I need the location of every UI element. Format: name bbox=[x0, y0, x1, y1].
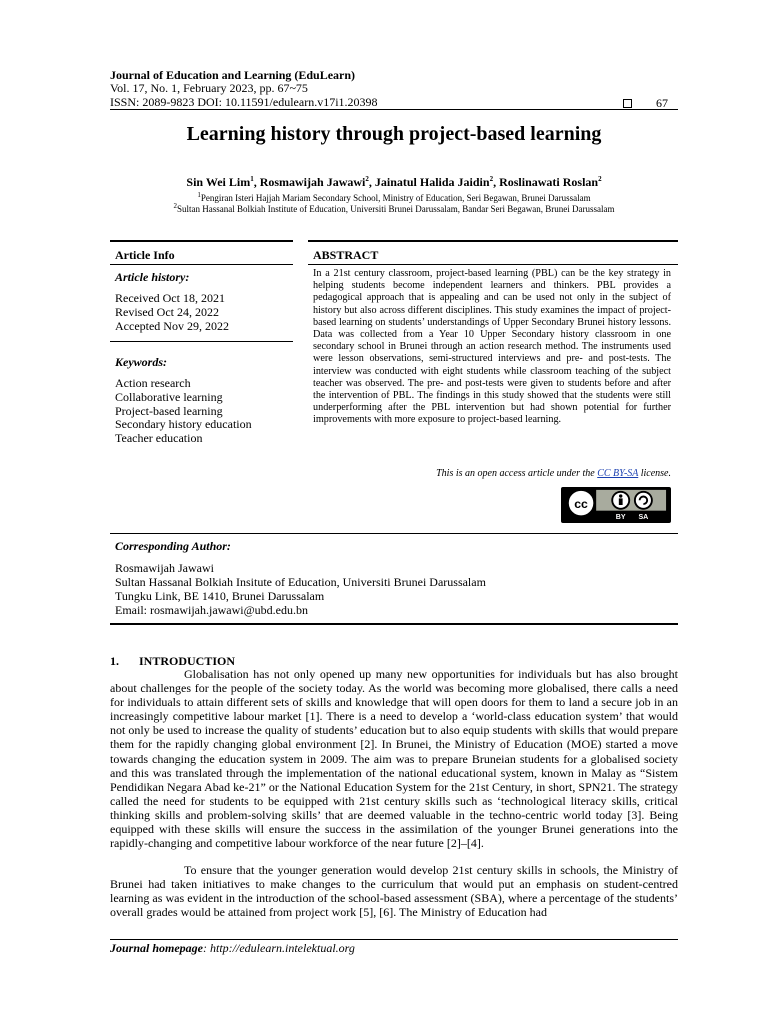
abstract-rule bbox=[308, 264, 678, 265]
history-item: Received Oct 18, 2021 bbox=[115, 291, 225, 305]
keyword-item: Secondary history education bbox=[115, 417, 252, 432]
corresponding-heading: Corresponding Author: bbox=[115, 539, 231, 553]
cc-by-sa-link[interactable]: CC BY-SA bbox=[597, 468, 639, 479]
article-history-list bbox=[115, 292, 229, 333]
journal-homepage bbox=[110, 941, 355, 956]
footer-rule bbox=[110, 939, 678, 940]
corresponding-email: Email: rosmawijah.jawawi@ubd.edu.bn bbox=[115, 603, 309, 617]
author-name: Rosmawijah Jawawi bbox=[259, 175, 366, 189]
affiliation bbox=[110, 201, 678, 215]
abstract-top-rule bbox=[308, 240, 678, 242]
history-item: Revised Oct 24, 2022 bbox=[115, 304, 219, 319]
body-paragraph: Globalisation has not only opened up many new opportunities for individuals but has also brought about challenges for the people of the society today. As the world was becoming more globalised, there calls a need for individuals to attain different sets of skills and knowledge that will open doors for them to land a secure job in an increasingly competitive labour market [1]. There is a need to develop a ‘world-class education system’ that would not only be used to increase the quality of students’ education but to also equip students with skills that would prepare them for the rapidly changing global environment [2]. In Brunei, the Ministry of Education (MOE) started a move towards changing the education system in 2009. The aim was to prepare Bruneian students for a globalised society and this was translated through the implementation of the national educational system, known in Malay as “Sistem Pendidikan Negara Abad ke-21” or the National Education System for the 21st Century, in short, SPN21. The strategy called the need for students to be equipped with 21st century skills such as ‘technological literacy skills, critical thinking skills and problem-solving skills’ that are deemed valuable in the techno-centric world today [3]. Being equipped with these skills will ensure the success in the assimilation of the younger Brunei generations into the rapidly-changing and competitive labour workforce of the near future [2]–[4]. bbox=[110, 667, 678, 851]
affiliation-mark: 1 bbox=[197, 191, 201, 199]
abstract-heading: ABSTRACT bbox=[313, 248, 379, 262]
author-affiliation-mark: 2 bbox=[365, 175, 369, 183]
keyword-item: Project-based learning bbox=[115, 403, 223, 418]
header-rule bbox=[110, 109, 678, 110]
keywords-rule bbox=[110, 341, 293, 342]
badge-cc-text: cc bbox=[574, 496, 588, 511]
square-box-icon bbox=[623, 99, 632, 108]
open-access-notice bbox=[313, 468, 671, 479]
affiliation-text: Sultan Hassanal Bolkiah Institute of Education, Universiti Brunei Darussalam, Bandar Seri Begawan, Brunei Darussalam bbox=[177, 204, 615, 214]
section-title: INTRODUCTION bbox=[139, 654, 236, 668]
keyword-item: Teacher education bbox=[115, 431, 203, 446]
keyword-item: Collaborative learning bbox=[115, 389, 223, 404]
abstract-text: In a 21st century classroom, project-based learning (PBL) can be the key strategy in helping students become independent learners and thinkers. PBL provides a pedagogical approach that is appealing and can be used not only in the subject of history but also across different disciplines. This study examines the impact of project-based learning on students’ understandings of Upper Secondary Brunei history lessons. Data was collected from a Year 10 Upper Secondary history classroom in one secondary school in Brunei through an action research method. The instruments used were lesson observations, semi-structured interviews and pre- and post-tests. The interview was conducted with eight students while classroom teaching of the subject teacher was observed. The pre- and post-tests were given to students before and after the intervention of PBL. The findings in this study showed that the students were still underperforming after the PBL intervention but had shown potential for further improvements with more exposure to project-based learning. bbox=[313, 268, 671, 426]
corresponding-address: Tungku Link, BE 1410, Brunei Darussalam bbox=[115, 589, 325, 603]
section-number: 1. bbox=[110, 654, 119, 668]
affiliation-mark: 2 bbox=[173, 202, 178, 210]
keywords-heading: Keywords: bbox=[115, 355, 167, 369]
body-paragraph: To ensure that the younger generation would develop 21st century skills in schools, the Ministry of Brunei had taken initiatives to make changes to the curriculum that would put an emphasis on student-centred learning as was evident in the introduction of the school-based assessment (SBA), where a percentage of the students’ overall grades would be attained from project work [5], [6]. The Ministry of Education had bbox=[110, 863, 678, 920]
journal-volume: Vol. 17, No. 1, February 2023, pp. 67~75 bbox=[110, 81, 308, 95]
paper-title: Learning history through project-based learning bbox=[186, 123, 602, 145]
corresponding-institution: Sultan Hassanal Bolkiah Insitute of Education, Universiti Brunei Darussalam bbox=[115, 575, 486, 589]
affiliation-text: Pengiran Isteri Hajjah Mariam Secondary School, Ministry of Education, Seri Begawan, Brunei Darussalam bbox=[200, 193, 591, 203]
history-item: Accepted Nov 29, 2022 bbox=[115, 318, 229, 333]
author-affiliation-mark: 1 bbox=[250, 175, 254, 183]
keywords-list bbox=[115, 377, 252, 446]
article-history-heading: Article history: bbox=[115, 270, 190, 284]
journal-homepage-url[interactable]: : http://edulearn.intelektual.org bbox=[203, 941, 355, 955]
cc-by-sa-badge-icon[interactable] bbox=[561, 487, 671, 523]
corresponding-top-rule bbox=[110, 533, 678, 534]
corresponding-name: Rosmawijah Jawawi bbox=[115, 561, 214, 575]
journal-name: Journal of Education and Learning (EduLearn) bbox=[110, 68, 356, 82]
author-name: Roslinawati Roslan bbox=[499, 175, 599, 189]
open-access-suffix: license. bbox=[638, 468, 671, 479]
article-info-heading: Article Info bbox=[115, 248, 175, 262]
author-name: Sin Wei Lim bbox=[186, 175, 251, 189]
author-name: Jainatul Halida Jaidin bbox=[374, 175, 490, 189]
author-list: Sin Wei Lim$^1$, Rosmawijah Jawawi$^2$, Jainatul Halida Jaidin$^2$, Roslinawati Roslan$^2$ bbox=[186, 175, 602, 189]
article-info-top-rule bbox=[110, 240, 293, 242]
article-info-rule bbox=[110, 264, 293, 265]
author-affiliation-mark: 2 bbox=[489, 175, 494, 183]
corresponding-bottom-rule bbox=[110, 623, 678, 625]
page-number: 67 bbox=[656, 96, 668, 110]
keyword-item: Action research bbox=[115, 376, 191, 390]
open-access-prefix: This is an open access article under the bbox=[436, 468, 598, 479]
badge-sa-text: SA bbox=[638, 513, 649, 522]
author-affiliation-mark: 2 bbox=[598, 175, 602, 183]
badge-by-text: BY bbox=[615, 513, 626, 522]
journal-homepage-label: Journal homepage bbox=[110, 941, 204, 955]
journal-issn-doi: ISSN: 2089-9823 DOI: 10.11591/edulearn.v17i1.20398 bbox=[110, 95, 378, 109]
